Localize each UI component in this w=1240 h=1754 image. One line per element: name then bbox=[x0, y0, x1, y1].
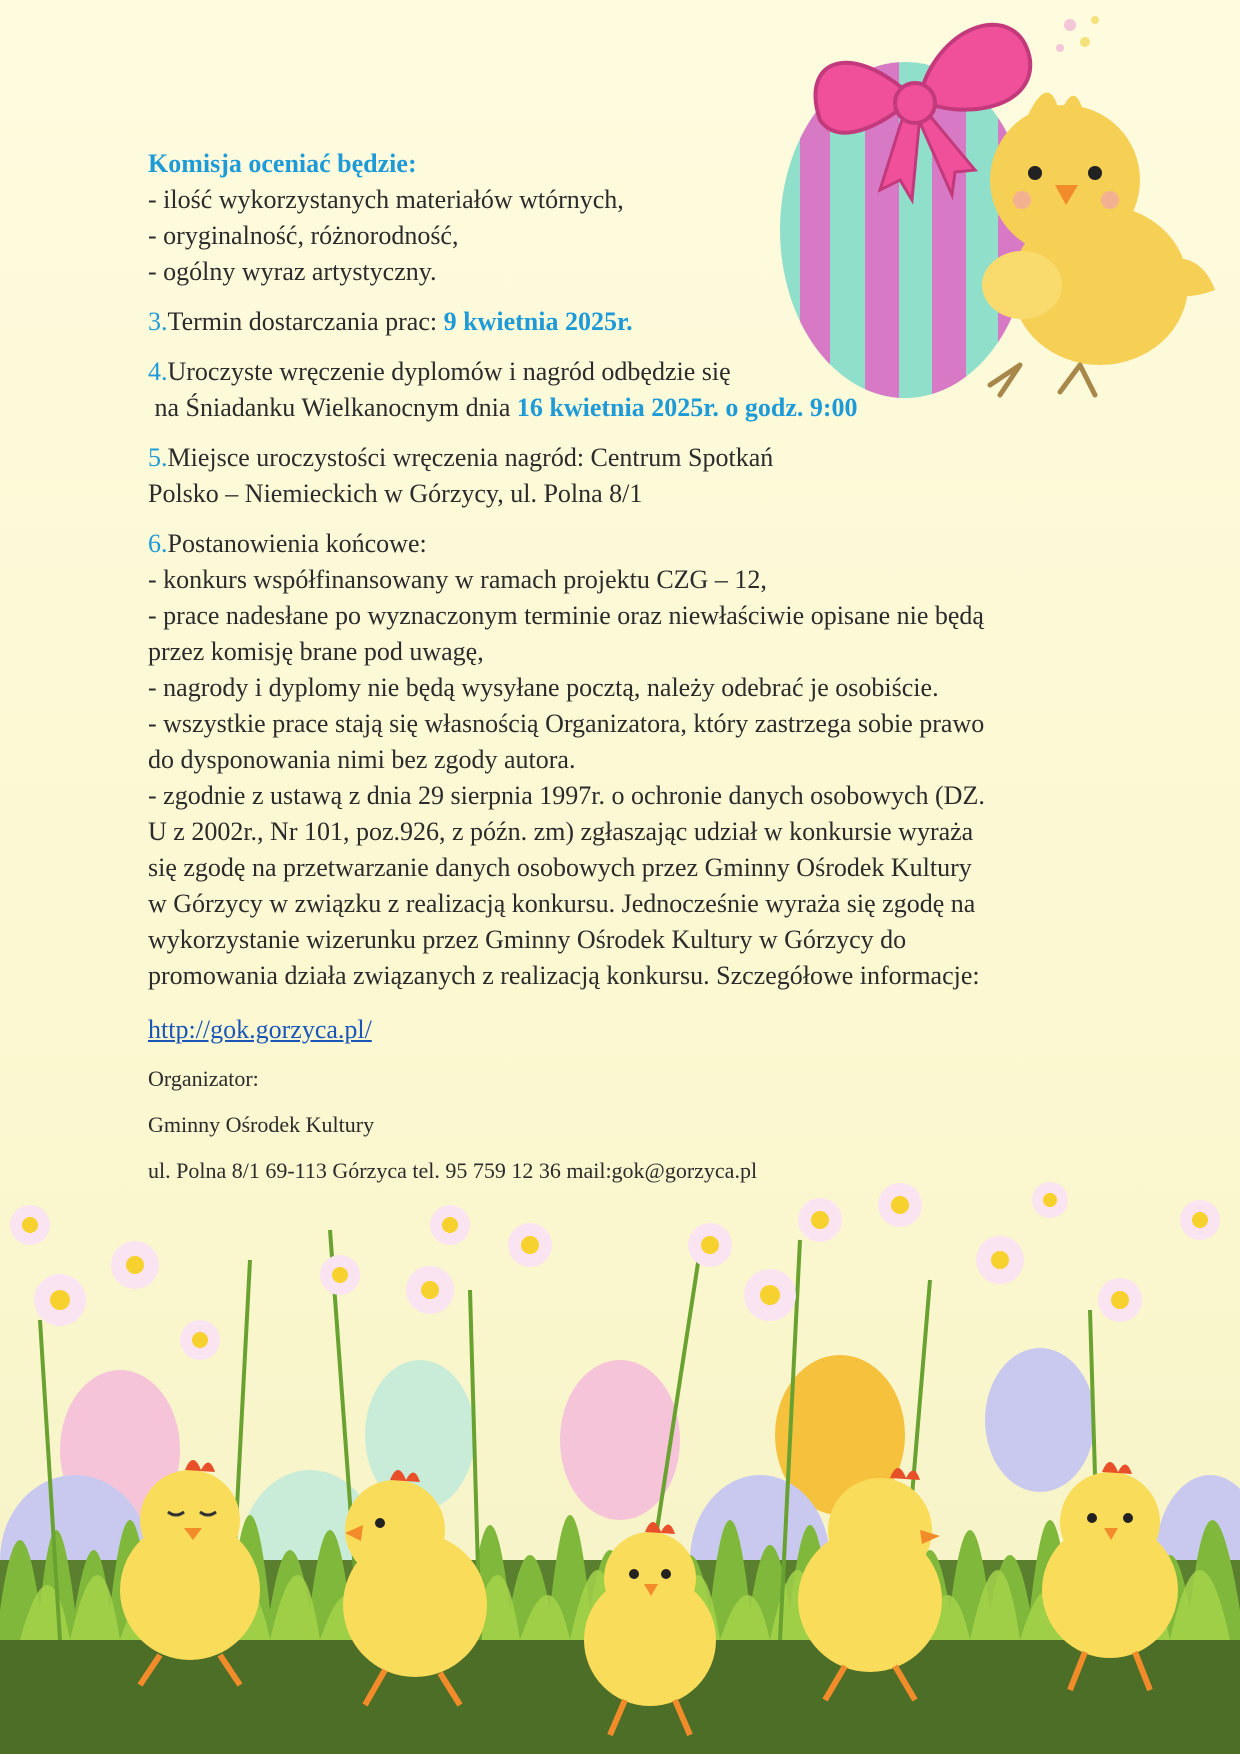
section-line: się zgodę na przetwarzanie danych osobowych przez Gminny Ośrodek Kultury bbox=[148, 853, 972, 882]
section-line: - nagrody i dyplomy nie będą wysyłane pocztą, należy odebrać je osobiście. bbox=[148, 673, 939, 702]
organizer-name: Gminny Ośrodek Kultury bbox=[148, 1112, 375, 1137]
organizer-label: Organizator: bbox=[148, 1066, 259, 1091]
section-text: Uroczyste wręczenie dyplomów i nagród odbędzie się bbox=[167, 357, 731, 386]
easter-meadow-illustration bbox=[0, 1170, 1240, 1754]
section-heading: Postanowienia końcowe: bbox=[167, 529, 427, 558]
section-line: - prace nadesłane po wyznaczonym terminie oraz niewłaściwie opisane nie będą bbox=[148, 601, 984, 630]
section-line: przez komisję brane pod uwagę, bbox=[148, 637, 484, 666]
section-line: - zgodnie z ustawą z dnia 29 sierpnia 1997r. o ochronie danych osobowych (DZ. bbox=[148, 781, 985, 810]
section-4 bbox=[148, 354, 1108, 390]
organizer-contact: ul. Polna 8/1 69-113 Górzyca tel. 95 759 12 36 mail:gok@gorzyca.pl bbox=[148, 1158, 758, 1183]
section-line: do dysponowania nimi bez zgody autora. bbox=[148, 745, 576, 774]
section-line: promowania działa związanych z realizacją konkursu. Szczegółowe informacje: bbox=[148, 961, 980, 990]
document-body bbox=[148, 146, 1108, 1186]
link-paragraph bbox=[148, 1012, 1108, 1048]
section-line: U z 2002r., Nr 101, poz.926, z późn. zm) zgłaszając udział w konkursie wyraża bbox=[148, 817, 974, 846]
section-text: Polsko – Niemieckich w Górzycy, ul. Polna 8/1 bbox=[148, 479, 643, 508]
ceremony-date: 16 kwietnia 2025r. o godz. 9:00 bbox=[516, 393, 858, 422]
evaluation-item: - ilość wykorzystanych materiałów wtórnych, bbox=[148, 185, 624, 214]
daisy-icon bbox=[10, 1182, 1220, 1360]
section-line: - konkurs współfinansowany w ramach projektu CZG – 12, bbox=[148, 565, 767, 594]
section-line: w Górzycy w związku z realizacją konkursu. Jednocześnie wyraża się zgodę na bbox=[148, 889, 976, 918]
section-number: 5. bbox=[148, 443, 168, 472]
section-line: - wszystkie prace stają się własnością Organizatora, który zastrzega sobie prawo bbox=[148, 709, 985, 738]
evaluation-item: - ogólny wyraz artystyczny. bbox=[148, 257, 437, 286]
section-number: 6. bbox=[148, 529, 168, 558]
evaluation-item: - oryginalność, różnorodność, bbox=[148, 221, 459, 250]
section-number: 4. bbox=[148, 357, 168, 386]
section-5 bbox=[148, 440, 1108, 476]
section-line: wykorzystanie wizerunku przez Gminny Ośrodek Kultury w Górzycy do bbox=[148, 925, 907, 954]
website-link[interactable]: http://gok.gorzyca.pl/ bbox=[148, 1015, 372, 1044]
section-text: Miejsce uroczystości wręczenia nagród: Centrum Spotkań bbox=[167, 443, 774, 472]
evaluation-heading: Komisja oceniać będzie: bbox=[148, 149, 417, 178]
section-6 bbox=[148, 526, 1108, 562]
section-text: Termin dostarczania prac: bbox=[167, 307, 444, 336]
section-text: na Śniadanku Wielkanocnym dnia bbox=[148, 393, 517, 422]
delivery-date: 9 kwietnia 2025r. bbox=[443, 307, 633, 336]
section-4-line-2 bbox=[148, 390, 1108, 426]
section-number: 3. bbox=[148, 307, 168, 336]
section-3 bbox=[148, 304, 1108, 340]
